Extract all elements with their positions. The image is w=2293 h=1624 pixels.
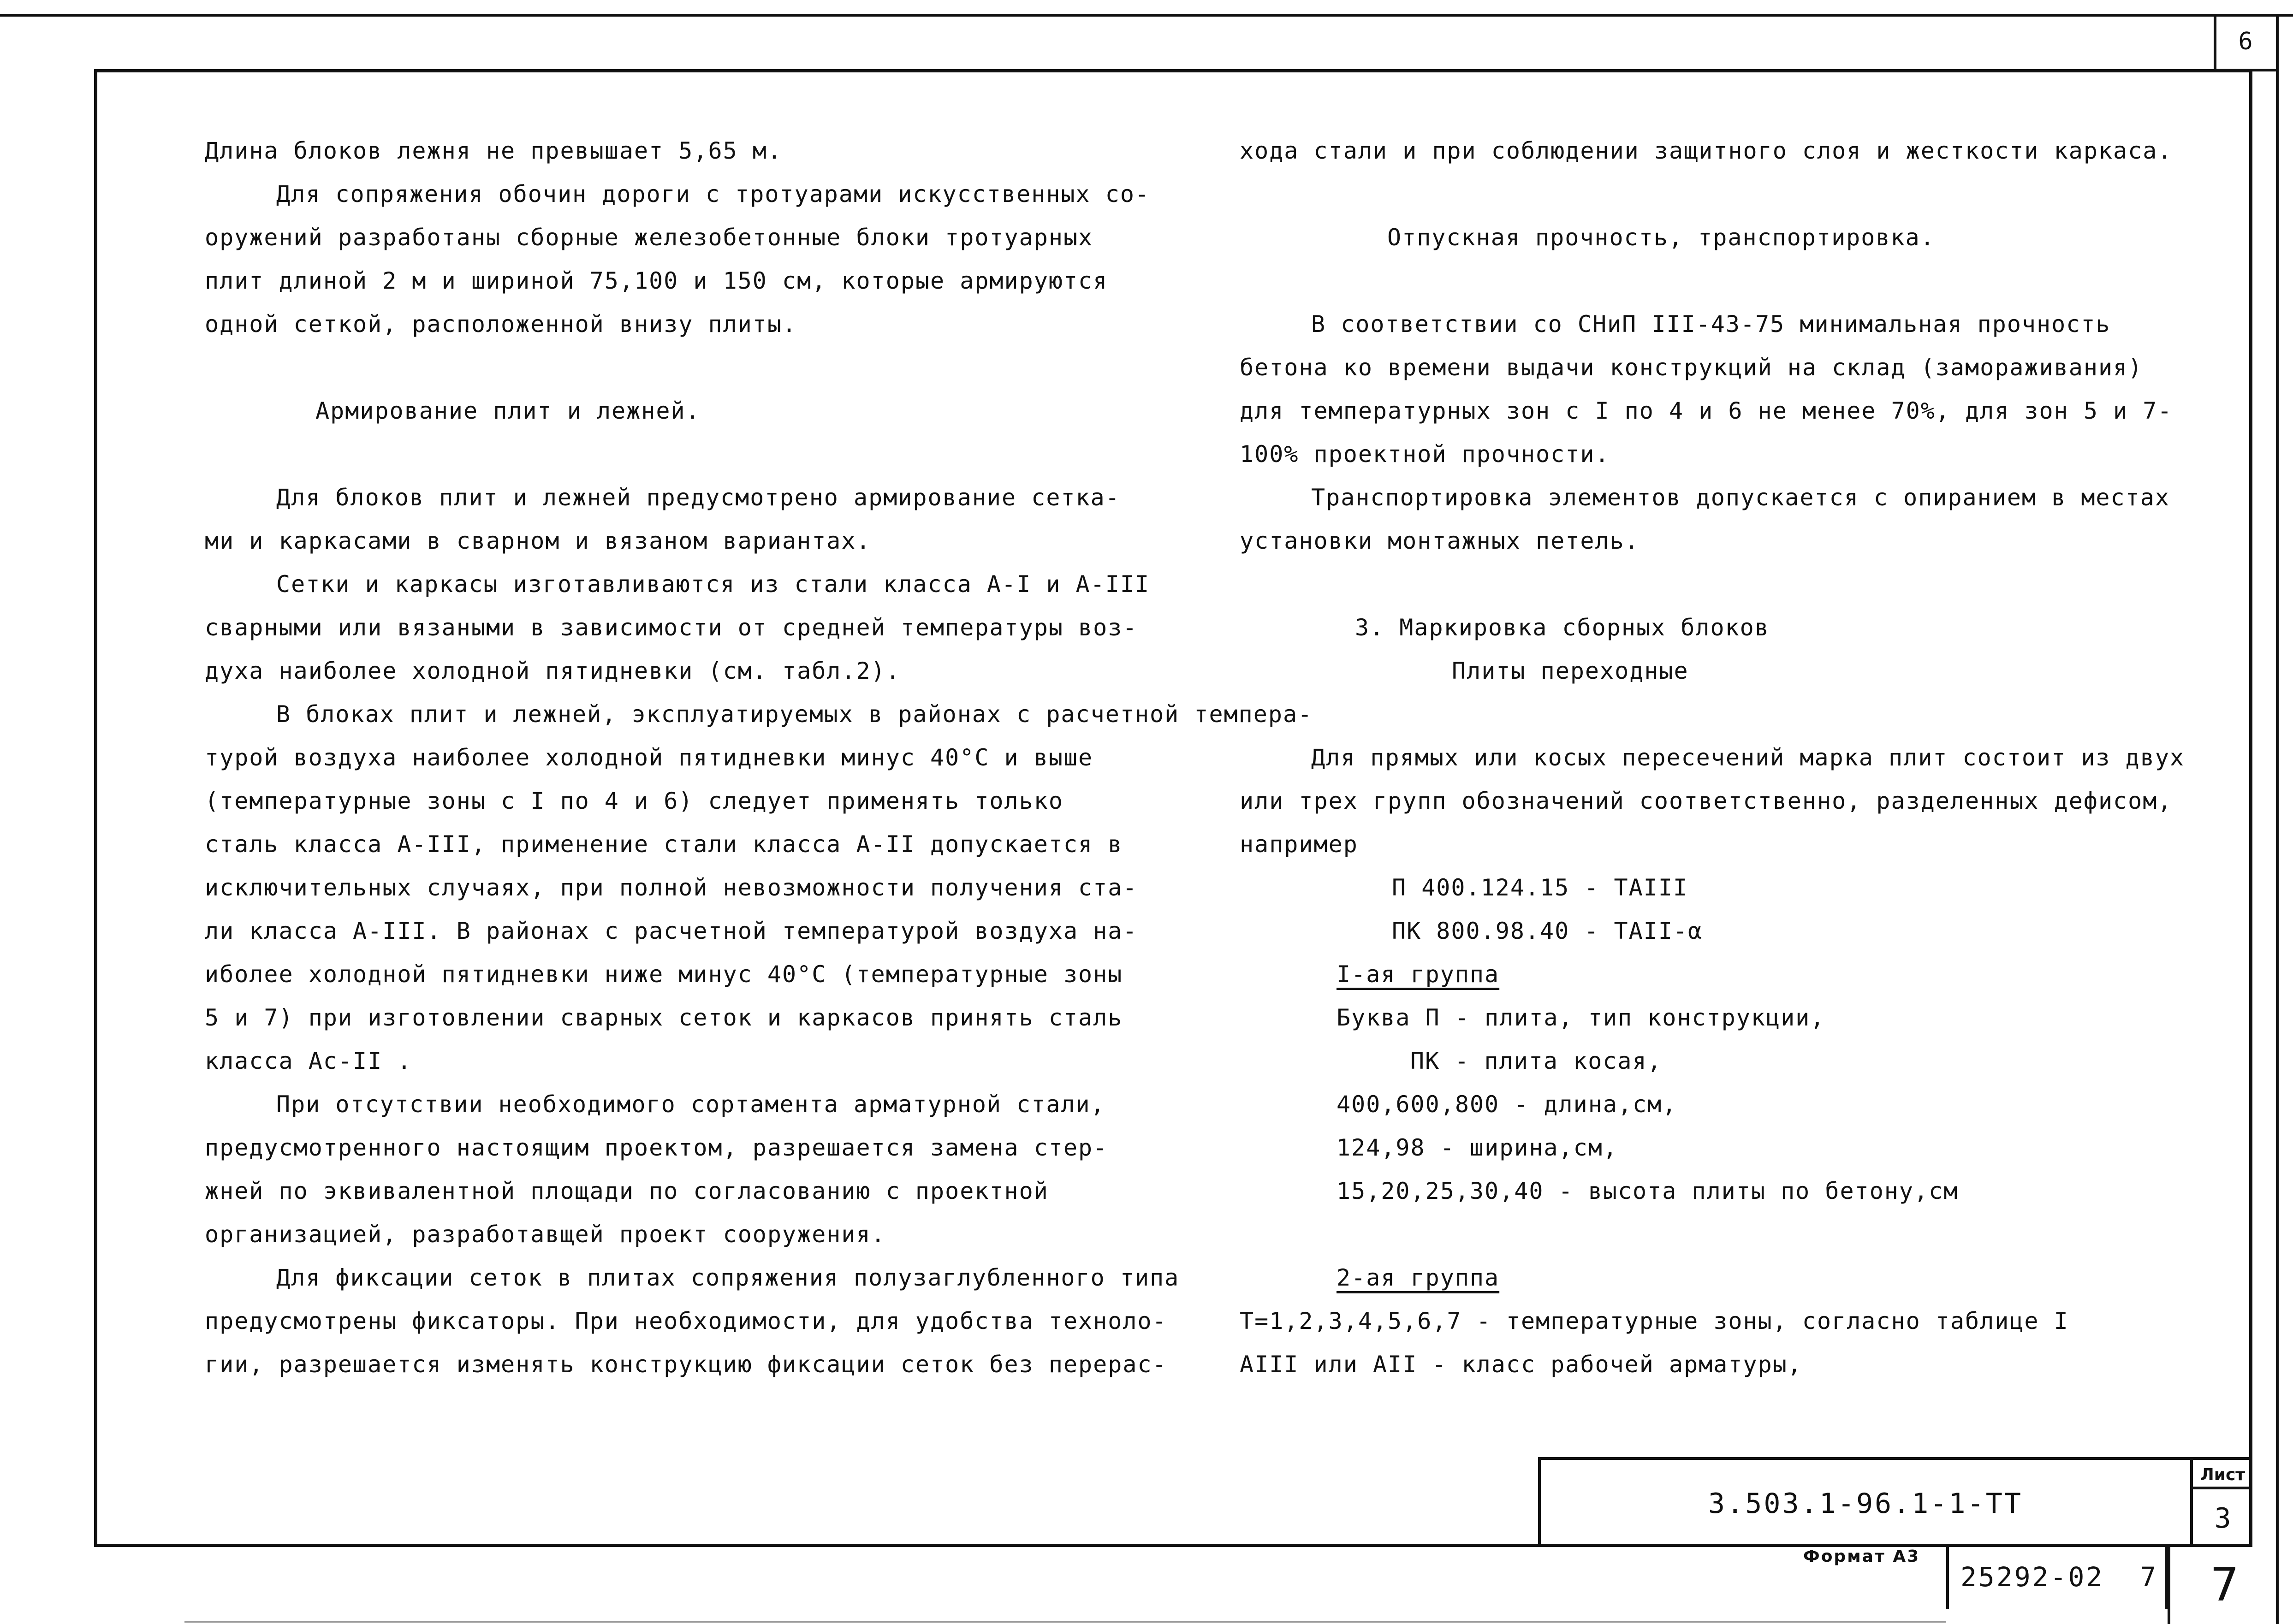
left-text-line: класса Ас-II . xyxy=(205,1048,412,1074)
left-text-line: турой воздуха наиболее холодной пятидневки минус 40°С и выше xyxy=(205,744,1093,771)
right-text-line xyxy=(1240,563,2231,606)
right-text-line xyxy=(1240,259,2231,302)
left-text-line: исключительных случаях, при полной невозможности получения ста- xyxy=(205,874,1138,901)
right-text-line: хода стали и при соблюдении защитного слоя и жесткости каркаса. xyxy=(1240,137,2173,164)
left-text-line: Сетки и каркасы изготавливаются из стали класса А-I и А-III xyxy=(276,571,1150,598)
format-label: Формат А3 xyxy=(1803,1547,1920,1566)
left-text-line xyxy=(205,346,1178,389)
right-text-line: Плиты переходные xyxy=(1452,658,1689,684)
left-text-line xyxy=(205,433,1178,476)
top-rule xyxy=(0,14,2293,17)
left-text-line: ми и каркасами в сварном и вязаном вариантах. xyxy=(205,528,871,554)
right-text-line: П 400.124.15 - ТАIII xyxy=(1392,874,1688,901)
right-text-column xyxy=(1240,129,2231,1386)
left-text-line: предусмотренного настоящим проектом, разрешается замена стер- xyxy=(205,1134,1108,1161)
left-text-line: оружений разработаны сборные железобетонные блоки тротуарных xyxy=(205,224,1093,251)
right-text-line xyxy=(1240,693,2231,736)
right-text-line xyxy=(1240,1213,2231,1256)
inventory-cell xyxy=(1946,1545,2168,1609)
right-text-line: Транспортировка элементов допускается с опиранием в местах xyxy=(1311,484,2170,511)
right-text-line: 100% проектной прочности. xyxy=(1240,441,1610,468)
sheet-number: 3 xyxy=(2214,1502,2231,1535)
left-text-line: одной сеткой, расположенной внизу плиты. xyxy=(205,311,797,338)
right-text-line: АIII или АII - класс рабочей арматуры, xyxy=(1240,1351,1802,1378)
right-text-line: ПК 800.98.40 - ТАII-α xyxy=(1392,918,1703,944)
left-text-line: При отсутствии необходимого сортамента арматурной стали, xyxy=(276,1091,1105,1118)
inventory-number: 25292-02 7 xyxy=(1960,1561,2158,1593)
right-text-line: 15,20,25,30,40 - высота плиты по бетону,см xyxy=(1337,1178,1959,1204)
right-text-line: 400,600,800 - длина,см, xyxy=(1337,1091,1677,1118)
right-text-line: установки монтажных петель. xyxy=(1240,528,1640,554)
right-text-line: бетона ко времени выдачи конструкций на склад (замораживания) xyxy=(1240,354,2143,381)
left-text-line: Длина блоков лежня не превышает 5,65 м. xyxy=(205,137,782,164)
right-text-line xyxy=(1240,172,2231,216)
right-text-line: I-ая группа xyxy=(1337,961,1500,988)
corner-page-box-bottom xyxy=(2168,1545,2279,1624)
right-text-line: Для прямых или косых пересечений марка плит состоит из двух xyxy=(1311,744,2185,771)
left-text-line: Для блоков плит и лежней предусмотрено армирование сетка- xyxy=(276,484,1120,511)
left-text-line: плит длиной 2 м и шириной 75,100 и 150 см, которые армируются xyxy=(205,267,1108,294)
left-text-line: Для фиксации сеток в плитах сопряжения полузаглубленного типа xyxy=(276,1264,1180,1291)
right-text-line: Отпускная прочность, транспортировка. xyxy=(1387,224,1935,251)
document-code: 3.503.1-96.1-1-ТТ xyxy=(1708,1487,2023,1520)
corner-page-box-top xyxy=(2214,14,2279,71)
right-text-line: В соответствии со СНиП III-43-75 минимальная прочность xyxy=(1311,311,2111,338)
left-text-line: сталь класса А-III, применение стали класса А-II допускается в xyxy=(205,831,1123,858)
right-text-line: 2-ая группа xyxy=(1337,1264,1500,1291)
right-text-line: или трех групп обозначений соответственно, разделенных дефисом, xyxy=(1240,788,2173,814)
corner-page-number-bottom: 7 xyxy=(2210,1557,2240,1612)
left-text-line: ли класса А-III. В районах с расчетной температурой воздуха на- xyxy=(205,918,1138,944)
sheet-number-cell xyxy=(2190,1487,2252,1547)
right-text-line: 124,98 - ширина,см, xyxy=(1337,1134,1618,1161)
left-text-line: иболее холодной пятидневки ниже минус 40°С (температурные зоны xyxy=(205,961,1123,988)
right-text-line: для температурных зон с I по 4 и 6 не менее 70%, для зон 5 и 7- xyxy=(1240,397,2173,424)
right-text-line: ПК - плита косая, xyxy=(1410,1048,1662,1074)
left-text-line: духа наиболее холодной пятидневки (см. табл.2). xyxy=(205,658,901,684)
left-text-line: В блоках плит и лежней, эксплуатируемых в районах с расчетной темпера- xyxy=(276,701,1313,728)
left-text-line: Для сопряжения обочин дороги с тротуарами искусственных со- xyxy=(276,181,1150,207)
left-text-line: Армирование плит и лежней. xyxy=(315,397,701,424)
right-text-line: Буква П - плита, тип конструкции, xyxy=(1337,1004,1825,1031)
sheet-label-cell xyxy=(2190,1457,2252,1489)
left-text-line: предусмотрены фиксаторы. При необходимости, для удобства техноло- xyxy=(205,1308,1167,1334)
title-block-code-cell xyxy=(1538,1457,2190,1547)
outer-right-rule xyxy=(2276,14,2279,1624)
corner-page-number-top: 6 xyxy=(2238,27,2254,55)
left-text-line: сварными или вязаными в зависимости от средней температуры воз- xyxy=(205,614,1138,641)
right-text-line: 3. Маркировка сборных блоков xyxy=(1355,614,1770,641)
left-text-line: гии, разрешается изменять конструкцию фиксации сеток без перерас- xyxy=(205,1351,1167,1378)
right-text-line: Т=1,2,3,4,5,6,7 - температурные зоны, согласно таблице I xyxy=(1240,1308,2069,1334)
sheet-label: Лист xyxy=(2200,1465,2245,1484)
left-text-line: жней по эквивалентной площади по согласованию с проектной xyxy=(205,1178,1049,1204)
bottom-rule xyxy=(184,1621,1946,1623)
right-text-line: например xyxy=(1240,831,1358,858)
left-text-line: организацией, разработавщей проект сооружения. xyxy=(205,1221,886,1248)
left-text-line: 5 и 7) при изготовлении сварных сеток и каркасов принять сталь xyxy=(205,1004,1123,1031)
left-text-line: (температурные зоны с I по 4 и 6) следует применять только xyxy=(205,788,1063,814)
